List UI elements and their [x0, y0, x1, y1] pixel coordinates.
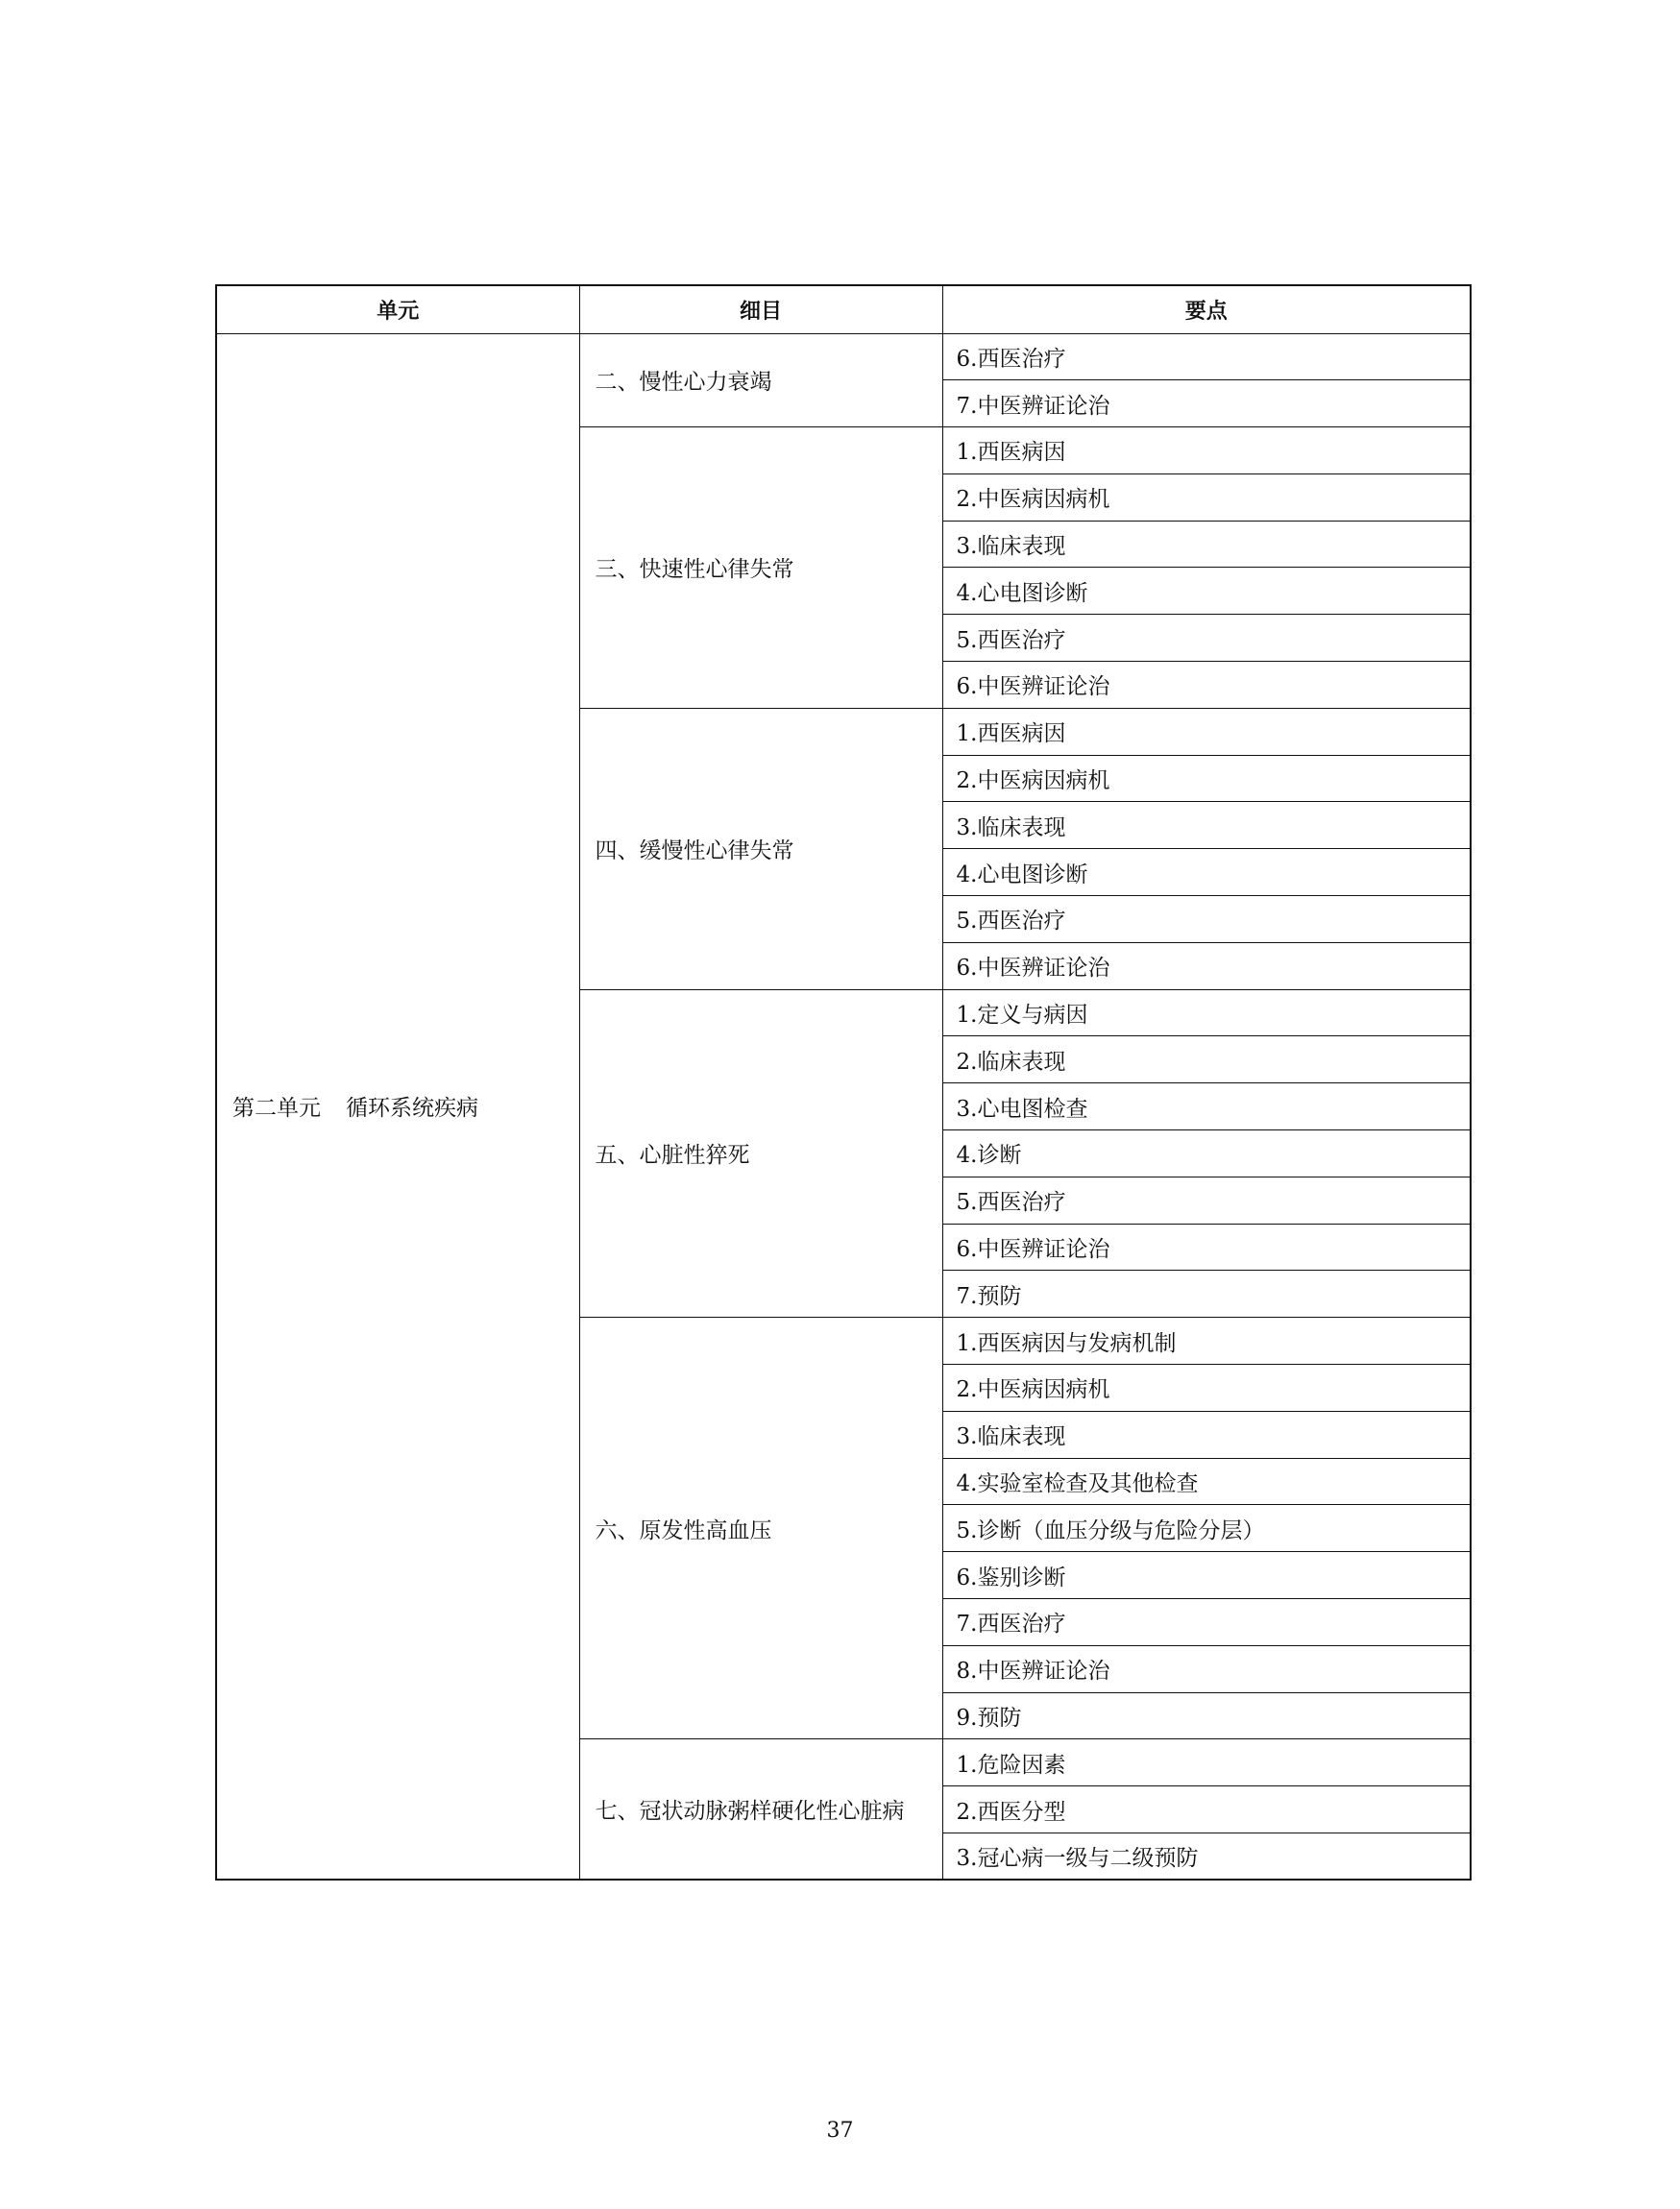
- unit-cell: [216, 333, 579, 1880]
- point-cell: 3.临床表现: [942, 521, 1471, 568]
- header-unit: 单元: [216, 285, 579, 333]
- point-cell: 9.预防: [942, 1692, 1471, 1739]
- point-cell: 1.定义与病因: [942, 989, 1471, 1036]
- point-cell: 2.中医病因病机: [942, 473, 1471, 521]
- point-cell: 2.西医分型: [942, 1786, 1471, 1833]
- point-cell: 4.实验室检查及其他检查: [942, 1458, 1471, 1505]
- item-cell: 二、慢性心力衰竭: [579, 333, 942, 427]
- point-cell: 3.临床表现: [942, 1411, 1471, 1458]
- point-cell: 2.中医病因病机: [942, 1365, 1471, 1412]
- point-cell: 5.西医治疗: [942, 615, 1471, 662]
- point-cell: 6.中医辨证论治: [942, 942, 1471, 989]
- point-cell: 7.预防: [942, 1271, 1471, 1318]
- item-cell: 四、缓慢性心律失常: [579, 708, 942, 989]
- point-cell: 8.中医辨证论治: [942, 1645, 1471, 1692]
- item-cell: 五、心脏性猝死: [579, 989, 942, 1318]
- point-cell: 6.西医治疗: [942, 333, 1471, 380]
- table-row: [216, 333, 1471, 380]
- point-cell: 3.心电图检查: [942, 1083, 1471, 1130]
- point-cell: 1.危险因素: [942, 1739, 1471, 1786]
- syllabus-table: [215, 284, 1472, 1881]
- point-cell: 6.中医辨证论治: [942, 1224, 1471, 1271]
- unit-number: 第二单元: [232, 1096, 321, 1122]
- point-cell: 7.西医治疗: [942, 1599, 1471, 1646]
- point-cell: 6.中医辨证论治: [942, 662, 1471, 709]
- item-cell: 六、原发性高血压: [579, 1318, 942, 1739]
- point-cell: 4.诊断: [942, 1130, 1471, 1177]
- header-points: 要点: [942, 285, 1471, 333]
- point-cell: 1.西医病因与发病机制: [942, 1318, 1471, 1365]
- table-body: [216, 333, 1471, 1880]
- point-cell: 3.冠心病一级与二级预防: [942, 1833, 1471, 1881]
- item-cell: 七、冠状动脉粥样硬化性心脏病: [579, 1739, 942, 1880]
- point-cell: 4.心电图诊断: [942, 849, 1471, 896]
- unit-name: 循环系统疾病: [346, 1096, 478, 1122]
- point-cell: 5.诊断（血压分级与危险分层）: [942, 1505, 1471, 1552]
- item-cell: 三、快速性心律失常: [579, 427, 942, 709]
- point-cell: 5.西医治疗: [942, 1177, 1471, 1224]
- point-cell: 1.西医病因: [942, 427, 1471, 474]
- point-cell: 2.中医病因病机: [942, 755, 1471, 802]
- point-cell: 6.鉴别诊断: [942, 1552, 1471, 1599]
- point-cell: 5.西医治疗: [942, 896, 1471, 943]
- point-cell: 4.心电图诊断: [942, 568, 1471, 615]
- point-cell: 7.中医辨证论治: [942, 380, 1471, 427]
- point-cell: 2.临床表现: [942, 1036, 1471, 1083]
- header-item: 细目: [579, 285, 942, 333]
- point-cell: 1.西医病因: [942, 708, 1471, 755]
- page-number: 37: [826, 2119, 854, 2143]
- point-cell: 3.临床表现: [942, 802, 1471, 849]
- header-row: [216, 285, 1471, 333]
